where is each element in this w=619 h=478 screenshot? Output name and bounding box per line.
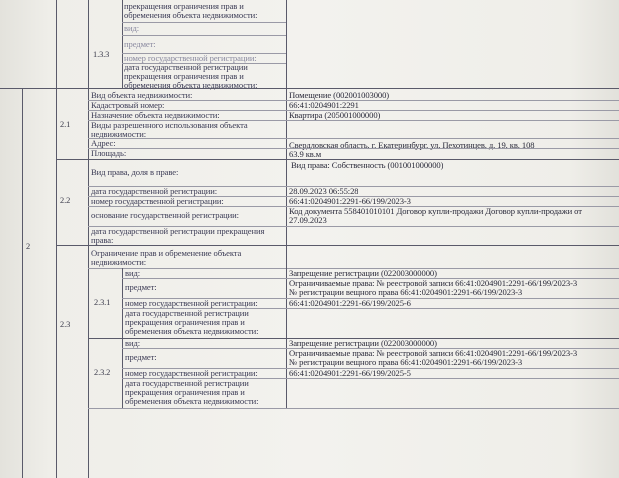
term-label-2-3-2: дата государственной регистрации прекращения ограничения прав и обременения объекта недвижимости: xyxy=(125,379,259,406)
type-value-2-3-2: Запрещение регистрации (022003000000) xyxy=(289,339,437,348)
address-label: Адрес: xyxy=(91,139,116,148)
reg-number-value: 66:41:0204901:2291-66/199/2023-3 xyxy=(289,197,411,206)
grid-line xyxy=(286,88,287,270)
address-value: Свердловская область, г. Екатеринбург, ул. Пехотинцев, д. 19, кв. 108 xyxy=(289,141,535,150)
header-text-1-3-3: прекращения ограничения прав и обременения объекта недвижимости: xyxy=(124,2,258,20)
type-label-1-3-3: вид: xyxy=(124,24,140,33)
type-label-2-3-1: вид: xyxy=(125,269,141,278)
area-label: Площадь: xyxy=(91,149,127,158)
row-divider xyxy=(122,35,286,36)
permitted-use-label: Виды разрешенного использования объекта недвижимости: xyxy=(91,121,248,139)
subject-label-2-3-1: предмет: xyxy=(125,283,157,292)
reg-basis-label: основание государственной регистрации: xyxy=(91,211,239,220)
reg-label-2-3-1: номер государственной регистрации: xyxy=(125,299,258,308)
right-type-value: Вид права: Собственность (001001000000) xyxy=(291,161,444,170)
encumbrance-header: Ограничение прав и обременение объекта недвижимости: xyxy=(91,249,242,267)
reg-label-1-3-3: номер государственной регистрации: xyxy=(124,54,257,63)
grid-line xyxy=(22,88,23,478)
reg-date-value: 28.09.2023 06:55:28 xyxy=(289,187,359,196)
subject-value-2-3-1-line2: № регистрации вещного права 66:41:0204901:2291-66/199/2023-3 xyxy=(289,288,523,297)
grid-line xyxy=(88,0,89,88)
section-top-border xyxy=(0,88,619,89)
grid-line xyxy=(286,0,287,88)
reg-basis-value: Код документа 558401010101 Договор купли-продажи Договор купли-продажи от 27.09.2023 xyxy=(289,207,582,225)
row-2-3-top-border xyxy=(56,245,619,246)
grid-line xyxy=(56,0,57,88)
row-divider xyxy=(122,22,286,23)
right-termination-label: дата государственной регистрации прекращения права: xyxy=(91,227,265,245)
object-type-label: Вид объекта недвижимости: xyxy=(91,91,193,100)
row-divider xyxy=(88,148,619,149)
subject-value-2-3-2-line1: Ограничиваемые права: № реестровой записи 66:41:0204901:2291-66/199/2023-3 xyxy=(289,349,578,358)
purpose-value: Квартира (205001000000) xyxy=(289,111,381,120)
right-type-label: Вид права, доля в праве: xyxy=(91,168,179,177)
subject-value-2-3-2-line2: № регистрации вещного права 66:41:0204901:2291-66/199/2023-3 xyxy=(289,358,523,367)
subject-value-2-3-1-line1: Ограничиваемые права: № реестровой записи 66:41:0204901:2291-66/199/2023-3 xyxy=(289,279,578,288)
section-number-2: 2 xyxy=(26,242,31,251)
reg-number-label: номер государственной регистрации: xyxy=(91,197,224,206)
row-2-2-top-border xyxy=(56,159,619,160)
type-value-2-3-1: Запрещение регистрации (022003000000) xyxy=(289,269,437,278)
reg-value-2-3-2: 66:41:0204901:2291-66/199/2025-5 xyxy=(289,369,411,378)
row-number-1-3-3: 1.3.3 xyxy=(93,50,110,59)
area-value: 63.9 кв.м xyxy=(289,150,322,159)
row-number-2-3-1: 2.3.1 xyxy=(94,298,111,307)
row-number-2-2: 2.2 xyxy=(60,196,71,205)
reg-value-2-3-1: 66:41:0204901:2291-66/199/2025-6 xyxy=(289,299,411,308)
object-type-value: Помещение (002001003000) xyxy=(289,91,390,100)
table-bottom-border xyxy=(88,408,619,409)
row-number-2-3-2: 2.3.2 xyxy=(94,368,111,377)
row-number-2-3: 2.3 xyxy=(60,320,71,329)
reg-label-2-3-2: номер государственной регистрации: xyxy=(125,369,258,378)
cadastral-number-label: Кадастровый номер: xyxy=(91,101,165,110)
row-divider xyxy=(88,138,619,139)
grid-line xyxy=(56,88,57,478)
cadastral-number-value: 66:41:0204901:2291 xyxy=(289,101,359,110)
row-number-2-1: 2.1 xyxy=(60,120,71,129)
subject-label-2-3-2: предмет: xyxy=(125,353,157,362)
grid-line xyxy=(88,88,89,478)
term-label-2-3-1: дата государственной регистрации прекращения ограничения прав и обременения объекта недвижимости: xyxy=(125,309,259,336)
type-label-2-3-2: вид: xyxy=(125,339,141,348)
reg-date-label: дата государственной регистрации: xyxy=(91,187,218,196)
purpose-label: Назначение объекта недвижимости: xyxy=(91,111,220,120)
grid-line xyxy=(122,0,123,88)
subject-label-1-3-3: предмет: xyxy=(124,40,156,49)
termination-label-1-3-3: дата государственной регистрации прекращения ограничения прав и обременения объекта недвижимости: xyxy=(124,63,258,90)
